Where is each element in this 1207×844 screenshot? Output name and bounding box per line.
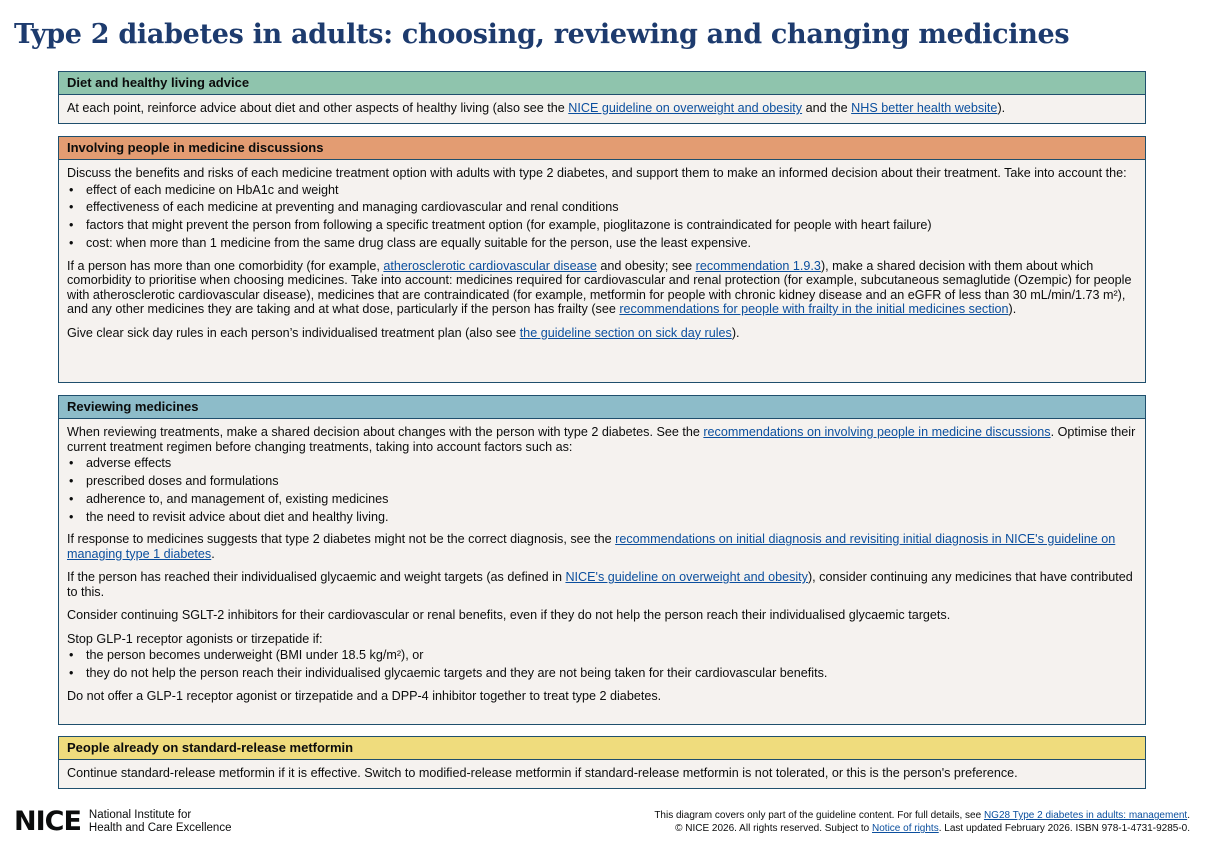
reviewing-bullet-list [67,456,1137,524]
diet-advice-box [58,71,1146,124]
link-nhs-better-health[interactable]: NHS better health website [851,101,998,115]
nice-logo [14,808,231,836]
list-item: • adherence to, and management of, existing medicines [67,492,1137,507]
link-nice-overweight-obesity-2[interactable]: NICE's guideline on overweight and obesity [565,570,808,585]
diet-advice-heading: Diet and healthy living advice [59,72,1145,95]
involving-people-box [58,136,1146,383]
targets-paragraph: If the person has reached their individualised glycaemic and weight targets (as defined in NICE's guideline on overweight and obesity), consider continuing any medicines that have contributed to this. [67,570,1133,599]
metformin-text: Continue standard-release metformin if it is effective. Switch to modified-release metformin if standard-release metformin is not tolerated, or this is the person's preference. [67,766,1018,780]
diet-advice-text: At each point, reinforce advice about diet and other aspects of healthy living (also see the NICE guideline on overweight and obesity and the NHS better health website). [67,101,1006,115]
sglt2-paragraph: Consider continuing SGLT-2 inhibitors for their cardiovascular or renal benefits, even if they do not help the person reach their individualised glycaemic targets. [67,608,951,623]
link-sick-day-rules[interactable]: the guideline section on sick day rules [519,325,732,340]
reviewing-medicines-heading: Reviewing medicines [59,396,1145,419]
page-title: Type 2 diabetes in adults: choosing, reviewing and changing medicines [14,19,1070,50]
link-recommendation-1-9-3[interactable]: recommendation 1.9.3 [695,258,821,273]
nice-logo-line2: Health and Care Excellence [88,822,232,834]
link-ascvd[interactable]: atherosclerotic cardiovascular disease [383,258,597,273]
stop-glp1-bullet-list [67,648,1137,680]
link-frailty-recommendations[interactable]: recommendations for people with frailty in the initial medicines section [619,302,1009,317]
comorbidity-paragraph: If a person has more than one comorbidity (for example, atherosclerotic cardiovascular disease and obesity; see recommendation 1.9.3), make a shared decision with them about which comorbidity to prioritise when choosing medicines. Take into account: medicines required for cardiovascular and renal protection (for example, subcutaneous semaglutide (Ozempic) for people with atherosclerotic cardiovascular disease), medicines that are contraindicated (for example, metformin for people with chronic kidney disease and an eGFR of less than 30 mL/min/1.73 m²), and any other medicines they are taking and at what dose, particularly if the person has frailty (see recommendations for people with frailty in the initial medicines section). [67,258,1132,317]
sick-day-paragraph: Give clear sick day rules in each person’s individualised treatment plan (also see the guideline section on sick day rules). [67,325,740,340]
list-item: • effectiveness of each medicine at preventing and managing cardiovascular and renal conditions [67,200,1137,215]
reviewing-intro: When reviewing treatments, make a shared decision about changes with the person with type 2 diabetes. See the recommendations on involving people in medicine discussions. Optimise their current treatment regimen before changing treatments, taking into account factors such as: [67,425,1136,454]
list-item: • factors that might prevent the person from following a specific treatment option (for example, pioglitazone is contraindicated for people with heart failure) [67,218,1137,233]
involving-bullet-list [67,183,1137,251]
nice-logo-word: NICE [14,806,81,837]
reviewing-medicines-box [58,395,1146,725]
footer-notes [654,809,1190,835]
link-ng28[interactable]: NG28 Type 2 diabetes in adults: management [983,810,1188,821]
list-item: • they do not help the person reach their individualised glycaemic targets and they are not being taken for their cardiovascular benefits. [67,666,1137,681]
diagnosis-paragraph: If response to medicines suggests that type 2 diabetes might not be the correct diagnosis, see the recommendations on initial diagnosis and revisiting initial diagnosis in NICE's guideline on managing type 1 diabetes. [67,532,1116,561]
link-involving-people-recommendations[interactable]: recommendations on involving people in medicine discussions [703,425,1051,439]
metformin-heading: People already on standard-release metformin [59,737,1145,760]
footer-line-2: © NICE 2026. All rights reserved. Subject to Notice of rights. Last updated February 2026. ISBN 978-1-4731-9285-0. [675,823,1190,834]
list-item: • prescribed doses and formulations [67,474,1137,489]
list-item: • the need to revisit advice about diet and healthy living. [67,510,1137,525]
involving-intro: Discuss the benefits and risks of each medicine treatment option with adults with type 2 diabetes, and support them to make an informed decision about their treatment. Take into account the: [67,166,1127,180]
dpp4-paragraph: Do not offer a GLP-1 receptor agonist or tirzepatide and a DPP-4 inhibitor together to treat type 2 diabetes. [67,688,662,703]
list-item: • cost: when more than 1 medicine from the same drug class are equally suitable for the person, use the least expensive. [67,236,1137,251]
link-notice-of-rights[interactable]: Notice of rights [872,823,939,834]
link-initial-diagnosis-type1[interactable]: recommendations on initial diagnosis and revisiting initial diagnosis in NICE's guideline on managing type 1 diabetes [67,532,1116,561]
list-item: • adverse effects [67,456,1137,471]
stop-glp1-intro: Stop GLP-1 receptor agonists or tirzepatide if: [67,631,323,646]
involving-people-heading: Involving people in medicine discussions [59,137,1145,160]
list-item: • the person becomes underweight (BMI under 18.5 kg/m²), or [67,648,1137,663]
list-item: • effect of each medicine on HbA1c and weight [67,183,1137,198]
link-nice-overweight-obesity[interactable]: NICE guideline on overweight and obesity [568,101,803,115]
metformin-box [58,736,1146,789]
nice-logo-line1: National Institute for [88,808,192,821]
footer-line-1: This diagram covers only part of the guideline content. For full details, see NG28 Type 2 diabetes in adults: management. [654,810,1190,821]
